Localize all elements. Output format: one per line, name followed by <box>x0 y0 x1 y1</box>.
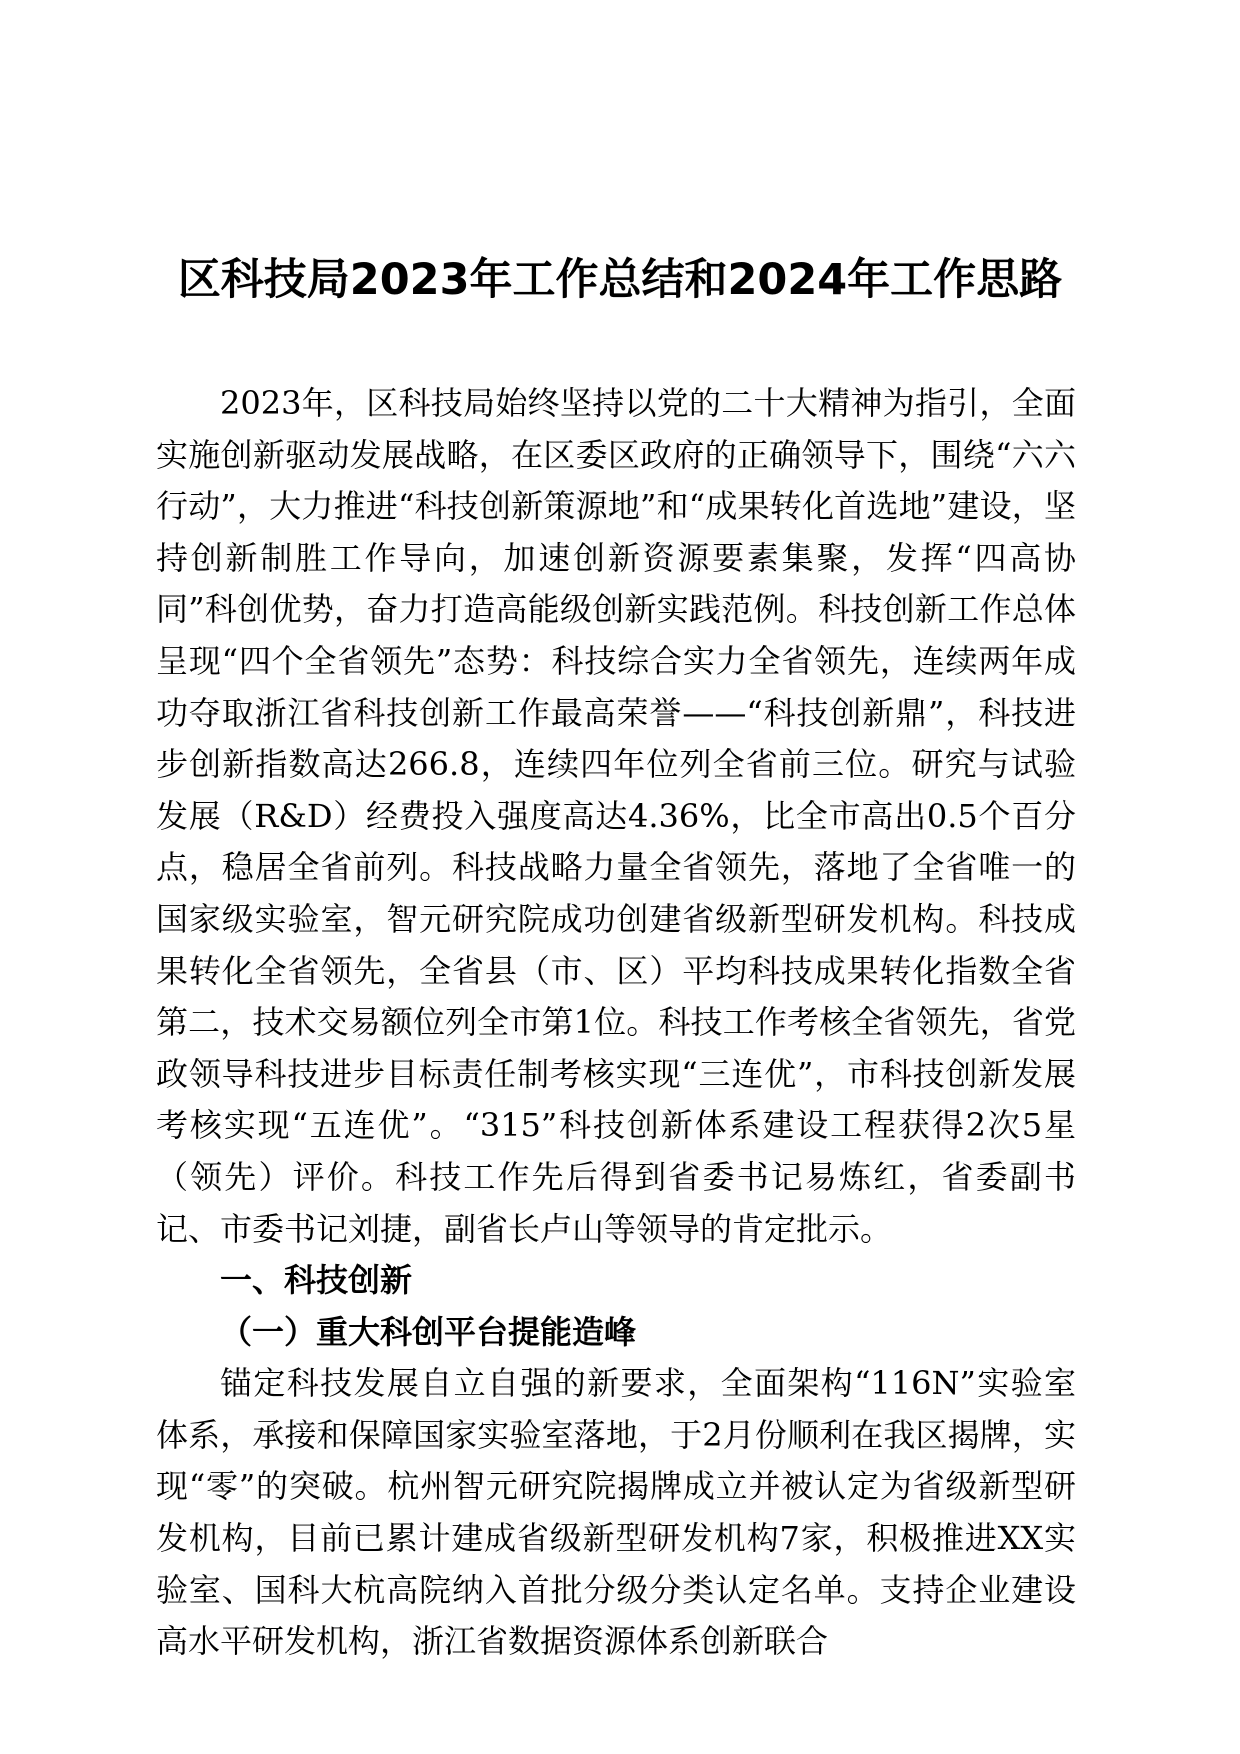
intro-paragraph: 2023年，区科技局始终坚持以党的二十大精神为指引，全面实施创新驱动发展战略，在区委区政府的正确领导下，围绕“六六行动”，大力推进“科技创新策源地”和“成果转化首选地”建设，坚持创新制胜工作导向，加速创新资源要素集聚，发挥“四高协同”科创优势，奋力打造高能级创新实践范例。科技创新工作总体呈现“四个全省领先”态势：科技综合实力全省领先，连续两年成功夺取浙江省科技创新工作最高荣誉——“科技创新鼎”，科技进步创新指数高达266.8，连续四年位列全省前三位。研究与试验发展（R&D）经费投入强度高达4.36%，比全市高出0.5个百分点，稳居全省前列。科技战略力量全省领先，落地了全省唯一的国家级实验室，智元研究院成功创建省级新型研发机构。科技成果转化全省领先，全省县（市、区）平均科技成果转化指数全省第二，技术交易额位列全市第1位。科技工作考核全省领先，省党政领导科技进步目标责任制考核实现“三连优”，市科技创新发展考核实现“五连优”。“315”科技创新体系建设工程获得2次5星（领先）评价。科技工作先后得到省委书记易炼红，省委副书记、市委书记刘捷，副省长卢山等领导的肯定批示。 <box>156 384 1076 1248</box>
document-body <box>156 378 1076 1668</box>
document-title: 区科技局2023年工作总结和2024年工作思路 <box>177 255 1063 305</box>
subsection-paragraph: 锚定科技发展自立自强的新要求，全面架构“116N”实验室体系，承接和保障国家实验室落地，于2月份顺利在我区揭牌，实现“零”的突破。杭州智元研究院揭牌成立并被认定为省级新型研发机构，目前已累计建成省级新型研发机构7家，积极推进XX实验室、国科大杭高院纳入首批分级分类认定名单。支持企业建设高水平研发机构，浙江省数据资源体系创新联合 <box>156 1364 1076 1661</box>
subsection-heading: （一）重大科创平台提能造峰 <box>220 1312 637 1351</box>
section-heading: 一、科技创新 <box>220 1261 413 1300</box>
